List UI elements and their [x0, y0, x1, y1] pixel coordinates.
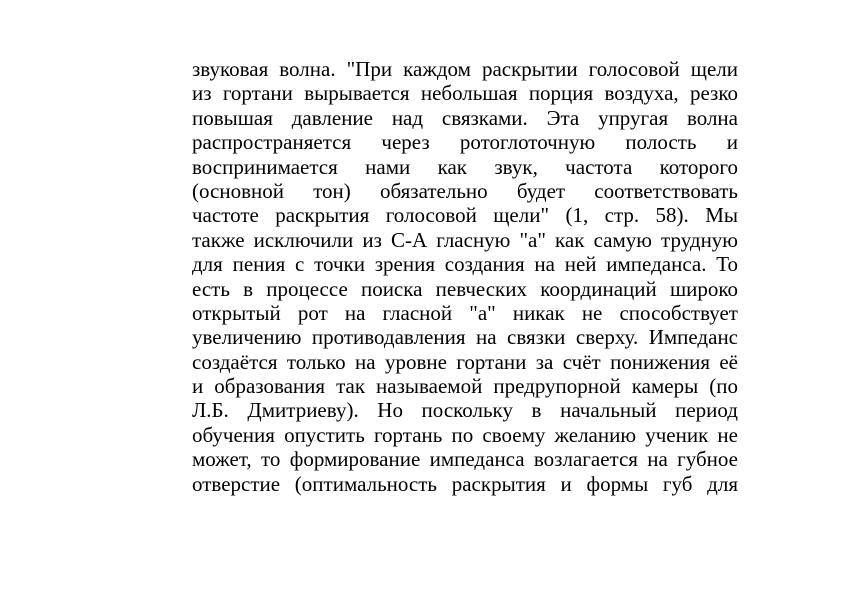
text-line-14: и образования так называемой предрупорной камеры (по: [192, 374, 738, 399]
text-line-1: звуковая волна. "При каждом раскрытии голосовой щели: [192, 57, 738, 81]
text-line-10: есть в процессе поиска певческих координаций широко: [192, 276, 738, 301]
text-line-18: отверстие (оптимальность раскрытия и формы губ для: [192, 471, 738, 496]
text-line-15: Л.Б. Дмитриеву). Но поскольку в начальный период: [192, 398, 738, 423]
body-text: [192, 57, 738, 496]
text-line-3: повышая давление над связками. Эта упругая волна: [192, 105, 738, 130]
text-line-7: частоте раскрытия голосовой щели" (1, стр. 58). Мы: [192, 203, 738, 228]
text-line-9: для пения с точки зрения создания на ней импеданса. То: [192, 252, 738, 277]
text-line-4: распространяется через ротоглоточную полость и: [192, 130, 738, 155]
text-line-5: воспринимается нами как звук, частота которого: [192, 154, 738, 179]
text-line-12: увеличению противодавления на связки сверху. Импеданс: [192, 325, 738, 350]
text-line-6: (основной тон) обязательно будет соответствовать: [192, 178, 738, 203]
text-line-2: из гортани вырывается небольшая порция воздуха, резко: [192, 81, 738, 106]
text-line-16: обучения опустить гортань по своему желанию ученик не: [192, 422, 738, 447]
text-line-8: также исключили из С-А гласную "а" как самую трудную: [192, 227, 738, 252]
text-line-17: может, то формирование импеданса возлагается на губное: [192, 447, 738, 472]
text-line-11: открытый рот на гласной "а" никак не способствует: [192, 300, 738, 325]
text-line-13: создаётся только на уровне гортани за счёт понижения её: [192, 349, 738, 374]
